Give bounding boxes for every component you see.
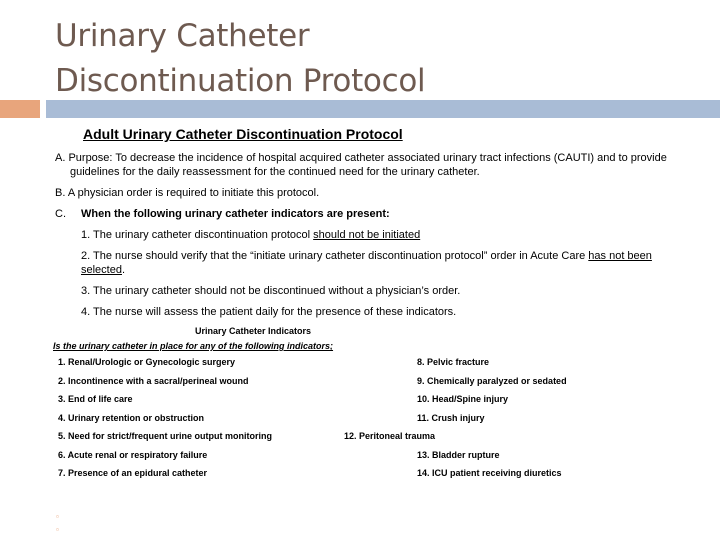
indicator-row [55,431,685,450]
indicators-title: Urinary Catheter Indicators [195,326,312,336]
indicator-left: 2. Incontinence with a sacral/perineal wound [58,375,249,386]
indicator-row [55,413,685,432]
indicators-table [55,357,685,487]
indicator-row [55,450,685,469]
sub-item-2 [81,249,685,277]
indicator-left: 6. Acute renal or respiratory failure [58,449,208,460]
slide-title [55,14,425,104]
indicator-left: 7. Presence of an epidural catheter [58,468,208,478]
indicator-left: 3. End of life care [58,394,133,404]
indicator-left: 1. Renal/Urologic or Gynecologic surgery [58,357,236,367]
indicator-right: 8. Pelvic fracture [417,357,490,367]
sub-item-1-text: 1. The urinary catheter discontinuation protocol [81,229,314,241]
para-c-label: C. [55,208,66,220]
empty-bullet-icon: ▫ [56,512,59,521]
indicator-right: 14. ICU patient receiving diuretics [417,468,562,478]
indicator-right: 12. Peritoneal trauma [344,431,436,441]
indicators-present-paragraph [55,207,685,221]
indicator-left: 4. Urinary retention or obstruction [58,412,205,423]
title-divider-bar [46,100,720,118]
indicator-row [55,376,685,395]
indicator-row [55,394,685,413]
empty-bullet-list [56,510,59,536]
sub-item-3: 3. The urinary catheter should not be discontinued without a physician’s order. [81,285,461,297]
title-divider-accent [0,100,40,118]
slide-title-line-2: Discontinuation Protocol [55,63,426,99]
purpose-paragraph: A. Purpose: To decrease the incidence of hospital acquired catheter associated urinary tract infections (CAUTI) and to provide guidelines for the daily reassessment for the continued need for the urinary catheter. [55,152,667,178]
indicator-left: 5. Need for strict/frequent urine output monitoring [58,431,273,441]
indicator-row [55,468,685,487]
sub-item-1-underlined: should not be initiated [313,229,421,241]
para-c-text: When the following urinary catheter indicators are present: [81,208,390,220]
sub-item-2-suffix: . [121,264,126,276]
indicator-right: 10. Head/Spine injury [417,394,509,404]
slide-title-line-1: Urinary Catheter [55,18,310,54]
protocol-heading: Adult Urinary Catheter Discontinuation Protocol [83,126,403,142]
slide-content [55,126,685,487]
sub-item-4: 4. The nurse will assess the patient daily for the presence of these indicators. [81,306,457,318]
physician-order-paragraph: B. A physician order is required to initiate this protocol. [55,187,320,199]
indicator-right: 13. Bladder rupture [417,449,500,460]
indicator-row [55,357,685,376]
empty-bullet-icon: ▫ [56,525,59,534]
indicator-right: 11. Crush injury [417,412,485,423]
sub-item-1 [81,228,685,242]
indicators-question: Is the urinary catheter in place for any of the following indicators; [53,341,334,351]
sub-item-2-underlined: has not been selected [81,250,652,276]
sub-item-2-text: 2. The nurse should verify that the “initiate urinary catheter discontinuation protocol” order in Acute Care [81,250,589,262]
indicator-right: 9. Chemically paralyzed or sedated [417,375,567,386]
